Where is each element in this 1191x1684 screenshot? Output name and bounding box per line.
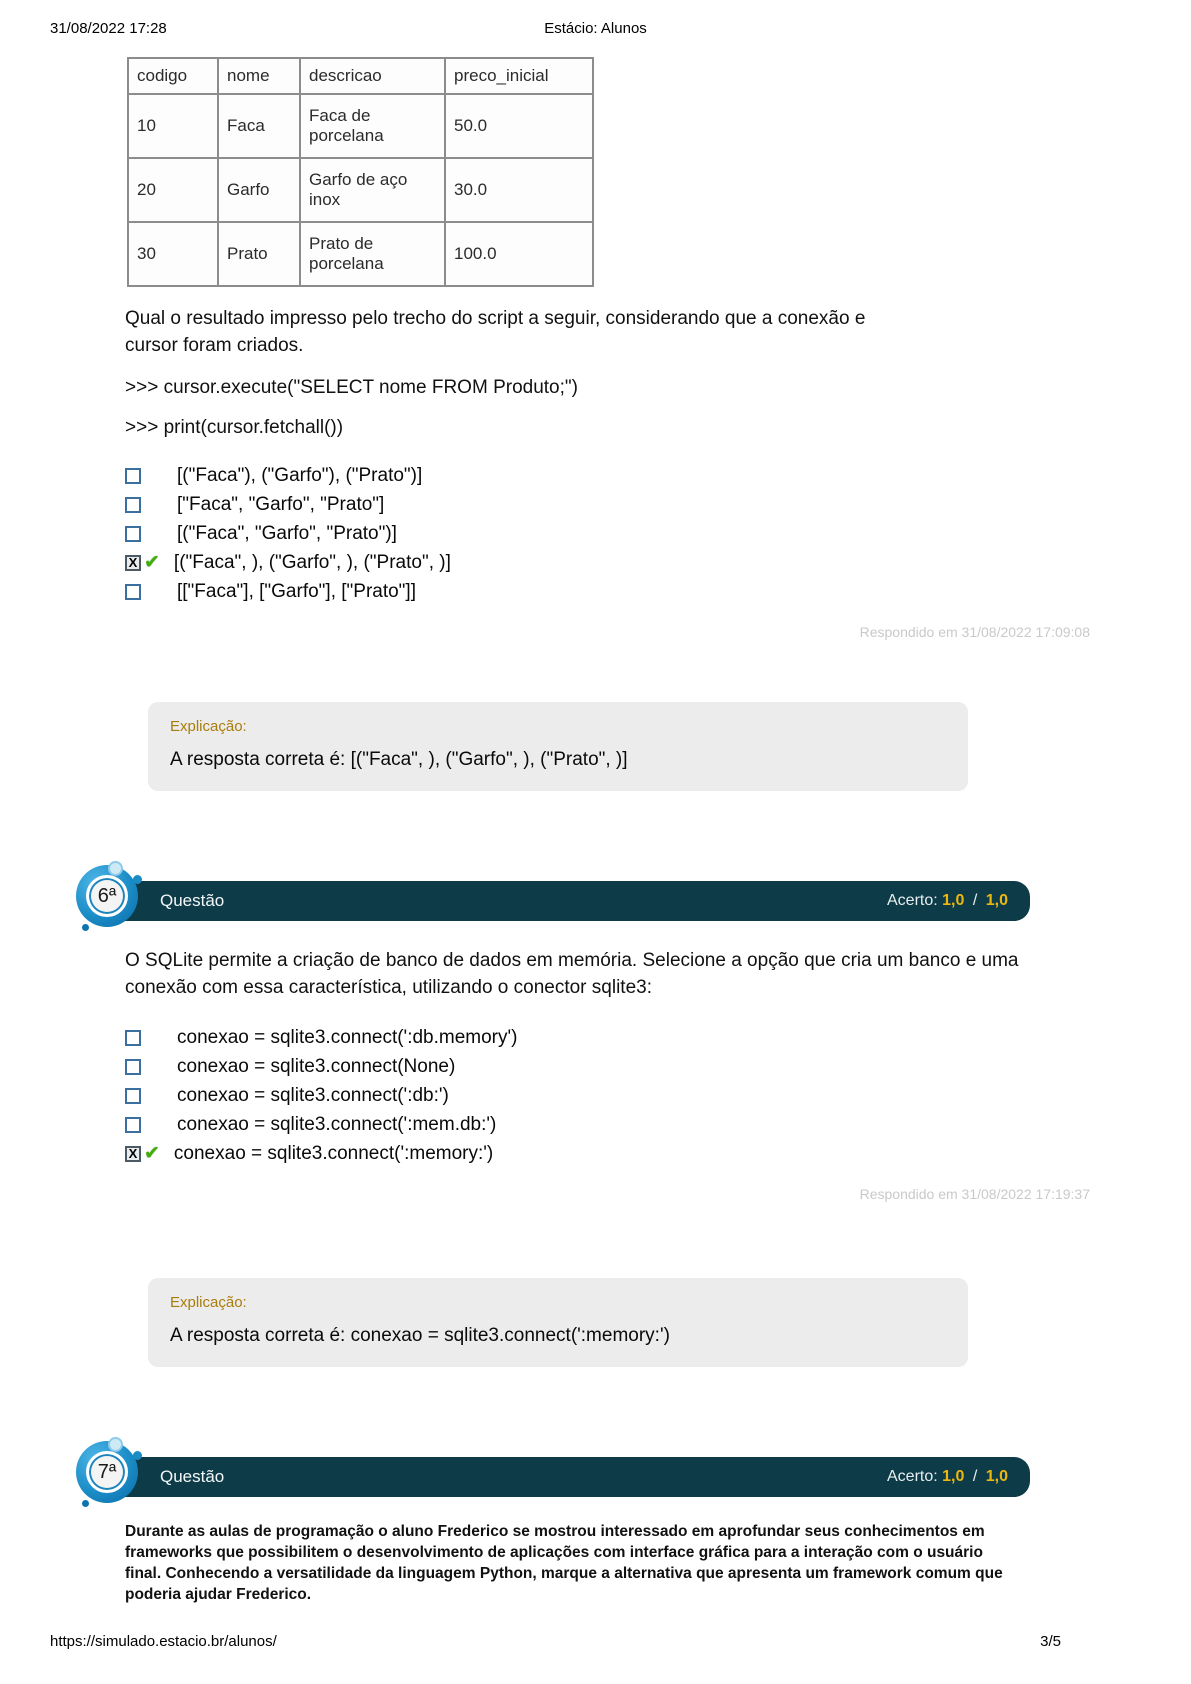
table-row [128,222,593,286]
question5-section [125,305,1191,640]
print-header [0,0,1191,37]
selected-checkbox[interactable]: X [125,1146,141,1162]
score-total: 1,0 [985,892,1008,909]
checkbox[interactable] [125,1117,141,1133]
checkbox[interactable] [125,497,141,513]
answered-timestamp: Respondido em 31/08/2022 17:09:08 [859,624,1090,640]
col-header-descricao: descricao [300,58,445,94]
correct-check-icon: ✔ [144,1143,160,1164]
bubble-icon [133,1451,142,1460]
question5-prompt: Qual o resultado impresso pelo trecho do script a seguir, considerando que a conexão e cursor foram criados. [125,308,866,356]
table-header-row [128,58,593,94]
bubble-icon [108,1437,123,1452]
question-title: Questão [160,1467,225,1486]
question7-prompt: Durante as aulas de programação o aluno Frederico se mostrou interessado em aprofundar seus conhecimentos em frameworks que possibilitem o desenvolvimento de aplicações com interface gráfica para a interação com o usuário final. Conhecendo a versatilidade da linguagem Python, marque a alternativa que apresenta um framework comum que poderia ajudar Frederico. [125,1523,1003,1603]
checkbox[interactable] [125,526,141,542]
cell-descricao: Prato de porcelana [300,222,445,286]
print-datetime: 31/08/2022 17:28 [50,20,167,37]
table-row [128,158,593,222]
question6-prompt: O SQLite permite a criação de banco de dados em memória. Selecione a opção que cria um banco e uma conexão com essa característica, utilizando o conector sqlite3: [125,950,1019,998]
code-line-2: >>> print(cursor.fetchall()) [125,417,344,438]
cell-descricao: Garfo de aço inox [300,158,445,222]
cell-codigo: 10 [128,94,218,158]
score-value: 1,0 [942,892,965,909]
option-row [125,519,1191,548]
cell-preco: 100.0 [445,222,593,286]
option-label: conexao = sqlite3.connect(':memory:') [173,1142,494,1164]
question-number: 6ª [86,875,128,917]
selected-checkbox[interactable]: X [125,555,141,571]
cell-codigo: 20 [128,158,218,222]
explanation-text: A resposta correta é: [("Faca", ), ("Garfo", ), ("Prato", )] [170,749,628,770]
footer-url: https://simulado.estacio.br/alunos/ [50,1633,277,1650]
option-label: [("Faca", "Garfo", "Prato")] [177,522,397,544]
question-title-bar [100,881,1030,921]
col-header-preco: preco_inicial [445,58,593,94]
cell-descricao: Faca de porcelana [300,94,445,158]
question6-header [97,881,1191,921]
score-divider: / [972,1468,978,1485]
table-row [128,94,593,158]
question-number: 7ª [86,1451,128,1493]
cell-nome: Faca [218,94,300,158]
cell-preco: 30.0 [445,158,593,222]
explanation-text: A resposta correta é: conexao = sqlite3.connect(':memory:') [170,1325,670,1346]
option-row [125,461,1191,490]
score-label: Acerto: [887,1468,938,1485]
answered-timestamp: Respondido em 31/08/2022 17:19:37 [859,1186,1090,1202]
print-footer [50,1633,1061,1650]
score-badge [887,892,1008,910]
option-label: conexao = sqlite3.connect(':mem.db:') [177,1113,497,1135]
bubble-icon [133,875,142,884]
option-row [125,577,1191,606]
checkbox[interactable] [125,1059,141,1075]
checkbox[interactable] [125,1088,141,1104]
option-label: conexao = sqlite3.connect(':db:') [177,1084,449,1106]
option-row [125,1052,1191,1081]
checkbox[interactable] [125,468,141,484]
checkbox[interactable] [125,584,141,600]
score-value: 1,0 [942,1468,965,1485]
option-label: ["Faca", "Garfo", "Prato"] [177,493,385,515]
question-number-badge [76,865,138,927]
cell-codigo: 30 [128,222,218,286]
col-header-nome: nome [218,58,300,94]
question6-options [125,1023,1191,1168]
option-label: [("Faca"), ("Garfo"), ("Prato")] [177,464,423,486]
option-row [125,490,1191,519]
option-row-selected [125,1139,1191,1168]
question5-explanation-box [148,702,968,791]
explanation-label: Explicação: [170,718,247,735]
option-row [125,1023,1191,1052]
option-row [125,1081,1191,1110]
question-number-badge [76,1441,138,1503]
code-line-1: >>> cursor.execute("SELECT nome FROM Produto;") [125,377,578,398]
question-title-bar [100,1457,1030,1497]
score-divider: / [972,892,978,909]
option-row-selected [125,548,1191,577]
cell-nome: Prato [218,222,300,286]
col-header-codigo: codigo [128,58,218,94]
option-label: conexao = sqlite3.connect(':db.memory') [177,1026,518,1048]
option-label: [("Faca", ), ("Garfo", ), ("Prato", )] [173,551,451,573]
cell-nome: Garfo [218,158,300,222]
query-result-table [127,57,594,287]
explanation-label: Explicação: [170,1294,247,1311]
correct-check-icon: ✔ [144,552,160,573]
score-label: Acerto: [887,892,938,909]
bubble-icon [82,1500,89,1507]
question7-section [125,1521,1191,1605]
page-title: Estácio: Alunos [544,20,647,37]
cell-preco: 50.0 [445,94,593,158]
checkbox[interactable] [125,1030,141,1046]
bubble-icon [108,861,123,876]
question6-section [125,947,1191,1202]
score-total: 1,0 [985,1468,1008,1485]
option-label: conexao = sqlite3.connect(None) [177,1055,456,1077]
question7-header [97,1457,1191,1497]
question6-explanation-box [148,1278,968,1367]
question-title: Questão [160,891,225,910]
score-badge [887,1468,1008,1486]
bubble-icon [82,924,89,931]
question5-options [125,461,1191,606]
option-row [125,1110,1191,1139]
footer-page-number: 3/5 [1040,1633,1061,1650]
option-label: [["Faca"], ["Garfo"], ["Prato"]] [177,580,416,602]
